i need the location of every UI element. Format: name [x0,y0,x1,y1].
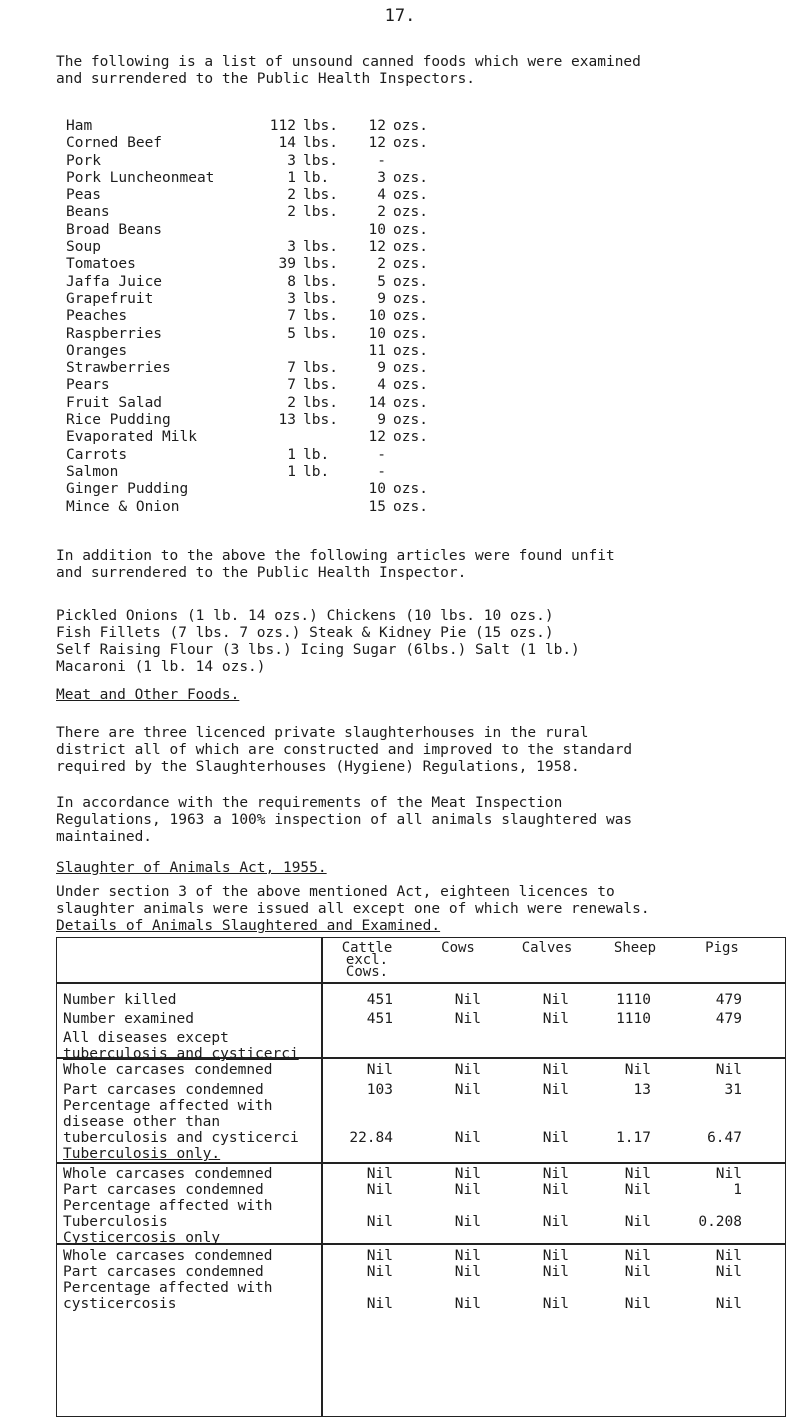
table-cell: Nil [542,1166,569,1182]
food-name: Evaporated Milk [66,429,197,446]
ozs-value: 15 [368,498,386,515]
row-label: Whole carcases condemned [63,1248,273,1264]
table-cell: Nil [624,1166,651,1182]
table-cell: Nil [454,1062,481,1078]
row-label: tuberculosis and cysticerci [63,1130,299,1146]
lbs-unit: lbs. [303,256,338,273]
food-name: Pork [66,152,101,169]
row-label: Percentage affected with [63,1280,273,1296]
table-cell: Nil [542,1264,569,1280]
table-cell: Nil [624,1214,651,1230]
intro-paragraph: The following is a list of unsound canned foods which were examined and surrendered to the Public Health Inspectors. [56,54,641,87]
table-cell: Nil [624,1296,651,1312]
table-cell: Nil [542,1062,569,1078]
ozs-unit: ozs. [393,308,428,325]
row-label: Percentage affected with [63,1198,273,1214]
table-row [57,1296,785,1313]
table-cell: Nil [366,1214,393,1230]
ozs-value: - [377,152,386,169]
table-row [57,1248,785,1265]
lbs-value: 112 [269,118,296,134]
lbs-unit: lbs. [303,394,338,411]
food-weight-ozs [356,377,436,393]
table-row [57,1098,785,1115]
food-weight-ozs [356,447,436,463]
food-weight-lbs [266,239,341,255]
ozs-unit: ozs. [393,256,428,273]
row-label: Part carcases condemned [63,1082,264,1098]
table-cell: 479 [715,1011,742,1027]
lbs-value: 13 [278,412,296,429]
table-row [57,1146,785,1163]
table-cell: Nil [624,1248,651,1264]
addition-paragraph: In addition to the above the following articles were found unfit and surrendered to the Public Health Inspector. [56,548,615,581]
table-cell: Nil [624,1062,651,1078]
food-weight-lbs [266,429,341,445]
lbs-value: 7 [287,360,296,377]
food-name: Soup [66,239,101,256]
table-cell: Nil [542,1296,569,1312]
food-name: Rice Pudding [66,412,171,429]
ozs-unit: ozs. [393,187,428,204]
table-cell: 479 [715,992,742,1008]
food-name: Pork Luncheonmeat [66,169,215,186]
lbs-unit: lb. [303,446,330,463]
lbs-unit: lb. [303,169,330,186]
ozs-unit: ozs. [393,342,428,359]
lbs-value: 7 [287,308,296,325]
table-cell: Nil [366,1182,393,1198]
row-label: tuberculosis and cysticerci [63,1046,299,1062]
row-label: cysticercosis [63,1296,177,1312]
ozs-value: 10 [368,325,386,342]
ozs-unit: ozs. [393,273,428,290]
food-name: Strawberries [66,360,171,377]
table-row [57,1182,785,1199]
food-weight-lbs [266,360,341,376]
food-weight-ozs [356,481,436,497]
table-row [57,992,785,1009]
header-cows: Cows [441,940,475,956]
lbs-unit: lbs. [303,204,338,221]
ozs-value: 9 [377,290,386,307]
meat-heading: Meat and Other Foods. [56,687,240,703]
ozs-unit: ozs. [393,239,428,256]
lbs-value: 3 [287,239,296,256]
food-weight-lbs [266,395,341,411]
lbs-value: 1 [287,169,296,186]
lbs-value: 3 [287,152,296,169]
food-weight-lbs [266,343,341,359]
table-row [57,1198,785,1215]
food-weight-ozs [356,326,436,342]
food-weight-ozs [356,412,436,428]
lbs-unit: lbs. [303,118,338,134]
food-weight-ozs [356,222,436,238]
table-cell: Nil [454,1264,481,1280]
ozs-value: 2 [377,256,386,273]
row-label: disease other than [63,1114,221,1130]
food-weight-ozs [356,256,436,272]
table-cell: Nil [366,1264,393,1280]
lbs-unit: lbs. [303,377,338,394]
food-weight-ozs [356,153,436,169]
lbs-value: 2 [287,394,296,411]
table-cell: Nil [454,1214,481,1230]
lbs-unit: lbs. [303,135,338,152]
ozs-value: 12 [368,118,386,134]
table-cell: Nil [542,1214,569,1230]
table-cell: 451 [366,992,393,1008]
ozs-unit: ozs. [393,377,428,394]
ozs-unit: ozs. [393,204,428,221]
row-label: Number killed [63,992,177,1008]
ozs-value: 11 [368,342,386,359]
lbs-value: 1 [287,446,296,463]
ozs-value: 4 [377,377,386,394]
lbs-value: 5 [287,325,296,342]
food-name: Salmon [66,463,119,480]
slaughter-paragraph: Under section 3 of the above mentioned Act, eighteen licences to slaughter animals were issued all except one of which were renewals. [56,884,650,917]
table-cell: Nil [715,1166,742,1182]
header-pigs: Pigs [705,940,739,956]
food-name: Grapefruit [66,290,154,307]
table-cell: 103 [366,1082,393,1098]
food-weight-ozs [356,499,436,515]
ozs-unit: ozs. [393,221,428,238]
ozs-value: 2 [377,204,386,221]
lbs-unit: lbs. [303,412,338,429]
details-heading: Details of Animals Slaughtered and Examined. [56,918,441,934]
lbs-value: 1 [287,463,296,480]
food-name: Mince & Onion [66,498,180,515]
food-weight-lbs [266,256,341,272]
ozs-value: 12 [368,135,386,152]
food-weight-lbs [266,447,341,463]
food-name: Carrots [66,446,128,463]
table-cell: Nil [542,992,569,1008]
table-cell: 1.17 [616,1130,651,1146]
table-cell: Nil [715,1296,742,1312]
header-calves: Calves [521,940,573,956]
table-cell: Nil [454,992,481,1008]
food-weight-lbs [266,135,341,151]
row-label: Part carcases condemned [63,1182,264,1198]
food-name: Raspberries [66,325,163,342]
food-weight-ozs [356,170,436,186]
table-cell: 451 [366,1011,393,1027]
food-weight-ozs [356,239,436,255]
food-weight-lbs [266,326,341,342]
table-cell: 1110 [616,1011,651,1027]
food-weight-lbs [266,118,341,134]
food-weight-ozs [356,343,436,359]
table-row [57,1230,785,1247]
table-cell: Nil [454,1130,481,1146]
table-cell: Nil [454,1011,481,1027]
table-cell: Nil [454,1248,481,1264]
table-row [57,1046,785,1063]
table-row [57,1130,785,1147]
table-cell: Nil [454,1182,481,1198]
lbs-value: 2 [287,204,296,221]
table-row [57,1214,785,1231]
table-row [57,1011,785,1028]
table-row [57,1264,785,1281]
table-row [57,1114,785,1131]
table-cell: Nil [366,1248,393,1264]
ozs-value: 10 [368,481,386,498]
lbs-unit: lbs. [303,152,338,169]
food-name: Fruit Salad [66,394,163,411]
ozs-value: 10 [368,221,386,238]
lbs-unit: lbs. [303,290,338,307]
details-table [56,937,786,1417]
food-weight-lbs [266,464,341,480]
food-weight-lbs [266,204,341,220]
lbs-unit: lbs. [303,239,338,256]
ozs-value: - [377,463,386,480]
food-name: Pears [66,377,110,394]
table-cell: Nil [715,1264,742,1280]
header-divider [57,982,785,984]
table-cell: 31 [724,1082,742,1098]
food-name: Ginger Pudding [66,481,189,498]
lbs-unit: lbs. [303,273,338,290]
food-weight-ozs [356,429,436,445]
lbs-unit: lbs. [303,187,338,204]
table-cell: 0.208 [698,1214,742,1230]
food-weight-ozs [356,135,436,151]
lbs-value: 14 [278,135,296,152]
food-weight-ozs [356,308,436,324]
table-cell: Nil [542,1082,569,1098]
table-cell: Nil [454,1166,481,1182]
lbs-value: 3 [287,290,296,307]
food-weight-ozs [356,395,436,411]
ozs-unit: ozs. [393,118,428,134]
ozs-value: 4 [377,187,386,204]
food-weight-lbs [266,274,341,290]
page-number: 17. [384,6,416,26]
table-cell: Nil [542,1011,569,1027]
lbs-unit: lbs. [303,325,338,342]
ozs-unit: ozs. [393,429,428,446]
ozs-unit: ozs. [393,394,428,411]
ozs-value: 14 [368,394,386,411]
food-weight-ozs [356,464,436,480]
ozs-value: 9 [377,412,386,429]
ozs-unit: ozs. [393,325,428,342]
table-cell: 1 [733,1182,742,1198]
table-cell: Nil [454,1296,481,1312]
food-name: Peas [66,187,101,204]
food-weight-lbs [266,499,341,515]
ozs-unit: ozs. [393,481,428,498]
table-row [57,1062,785,1079]
table-cell: Nil [454,1082,481,1098]
table-cell: Nil [715,1248,742,1264]
lbs-value: 7 [287,377,296,394]
other-articles-list: Pickled Onions (1 lb. 14 ozs.) Chickens (10 lbs. 10 ozs.) Fish Fillets (7 lbs. 7 ozs.) Steak & Kidney Pie (15 ozs.) Self Raising Flour (3 lbs.) Icing Sugar (6lbs.) Salt (1 lb.) Macaroni (1 lb. 14 ozs.) [56,608,580,675]
row-label: Whole carcases condemned [63,1166,273,1182]
lbs-unit: lbs. [303,360,338,377]
ozs-unit: ozs. [393,498,428,515]
slaughter-heading: Slaughter of Animals Act, 1955. [56,860,327,876]
header-sheep: Sheep [613,940,657,956]
ozs-unit: ozs. [393,412,428,429]
food-name: Beans [66,204,110,221]
lbs-value: 39 [278,256,296,273]
table-cell: Nil [542,1182,569,1198]
food-weight-lbs [266,153,341,169]
food-name: Broad Beans [66,221,163,238]
ozs-unit: ozs. [393,360,428,377]
food-weight-lbs [266,481,341,497]
ozs-unit: ozs. [393,290,428,307]
inspection-paragraph: In accordance with the requirements of the Meat Inspection Regulations, 1963 a 100% inspection of all animals slaughtered was maintained. [56,795,633,845]
ozs-value: 10 [368,308,386,325]
food-name: Jaffa Juice [66,273,163,290]
ozs-value: 5 [377,273,386,290]
food-name: Tomatoes [66,256,136,273]
food-weight-ozs [356,187,436,203]
row-label: Percentage affected with [63,1098,273,1114]
food-name: Ham [66,118,93,134]
lbs-value: 2 [287,187,296,204]
table-cell: 13 [633,1082,651,1098]
food-name: Corned Beef [66,135,163,152]
food-weight-ozs [356,291,436,307]
row-label: All diseases except [63,1030,229,1046]
table-cell: Nil [624,1182,651,1198]
ozs-value: 12 [368,239,386,256]
table-cell: Nil [366,1062,393,1078]
food-weight-lbs [266,187,341,203]
table-cell: Nil [366,1296,393,1312]
ozs-unit: ozs. [393,169,428,186]
food-weight-ozs [356,274,436,290]
food-weight-lbs [266,170,341,186]
table-cell: 6.47 [707,1130,742,1146]
table-cell: 22.84 [349,1130,393,1146]
ozs-value: 3 [377,169,386,186]
row-label: Whole carcases condemned [63,1062,273,1078]
table-row [57,1166,785,1183]
lbs-unit: lbs. [303,308,338,325]
ozs-value: - [377,446,386,463]
table-cell: Nil [542,1248,569,1264]
food-name: Oranges [66,342,128,359]
food-weight-ozs [356,360,436,376]
food-weight-lbs [266,412,341,428]
row-label: Tuberculosis [63,1214,168,1230]
table-cell: Nil [624,1264,651,1280]
food-weight-lbs [266,222,341,238]
table-row [57,1280,785,1297]
table-row [57,1030,785,1047]
row-label: Cysticercosis only [63,1230,221,1246]
food-weight-lbs [266,291,341,307]
table-row [57,1082,785,1099]
ozs-value: 12 [368,429,386,446]
food-weight-lbs [266,308,341,324]
ozs-unit: ozs. [393,135,428,152]
table-cell: Nil [366,1166,393,1182]
header-cattle: Cattle excl. Cows. [341,940,393,980]
food-weight-lbs [266,377,341,393]
lbs-value: 8 [287,273,296,290]
ozs-value: 9 [377,360,386,377]
lbs-unit: lb. [303,463,330,480]
table-cell: 1110 [616,992,651,1008]
row-label: Part carcases condemned [63,1264,264,1280]
table-cell: Nil [542,1130,569,1146]
row-label: Number examined [63,1011,194,1027]
food-weight-ozs [356,204,436,220]
meat-paragraph: There are three licenced private slaughterhouses in the rural district all of which are constructed and improved to the standard required by the Slaughterhouses (Hygiene) Regulations, 1958. [56,725,633,775]
row-label: Tuberculosis only. [63,1146,221,1162]
food-weight-ozs [356,118,436,134]
food-name: Peaches [66,308,128,325]
table-cell: Nil [715,1062,742,1078]
